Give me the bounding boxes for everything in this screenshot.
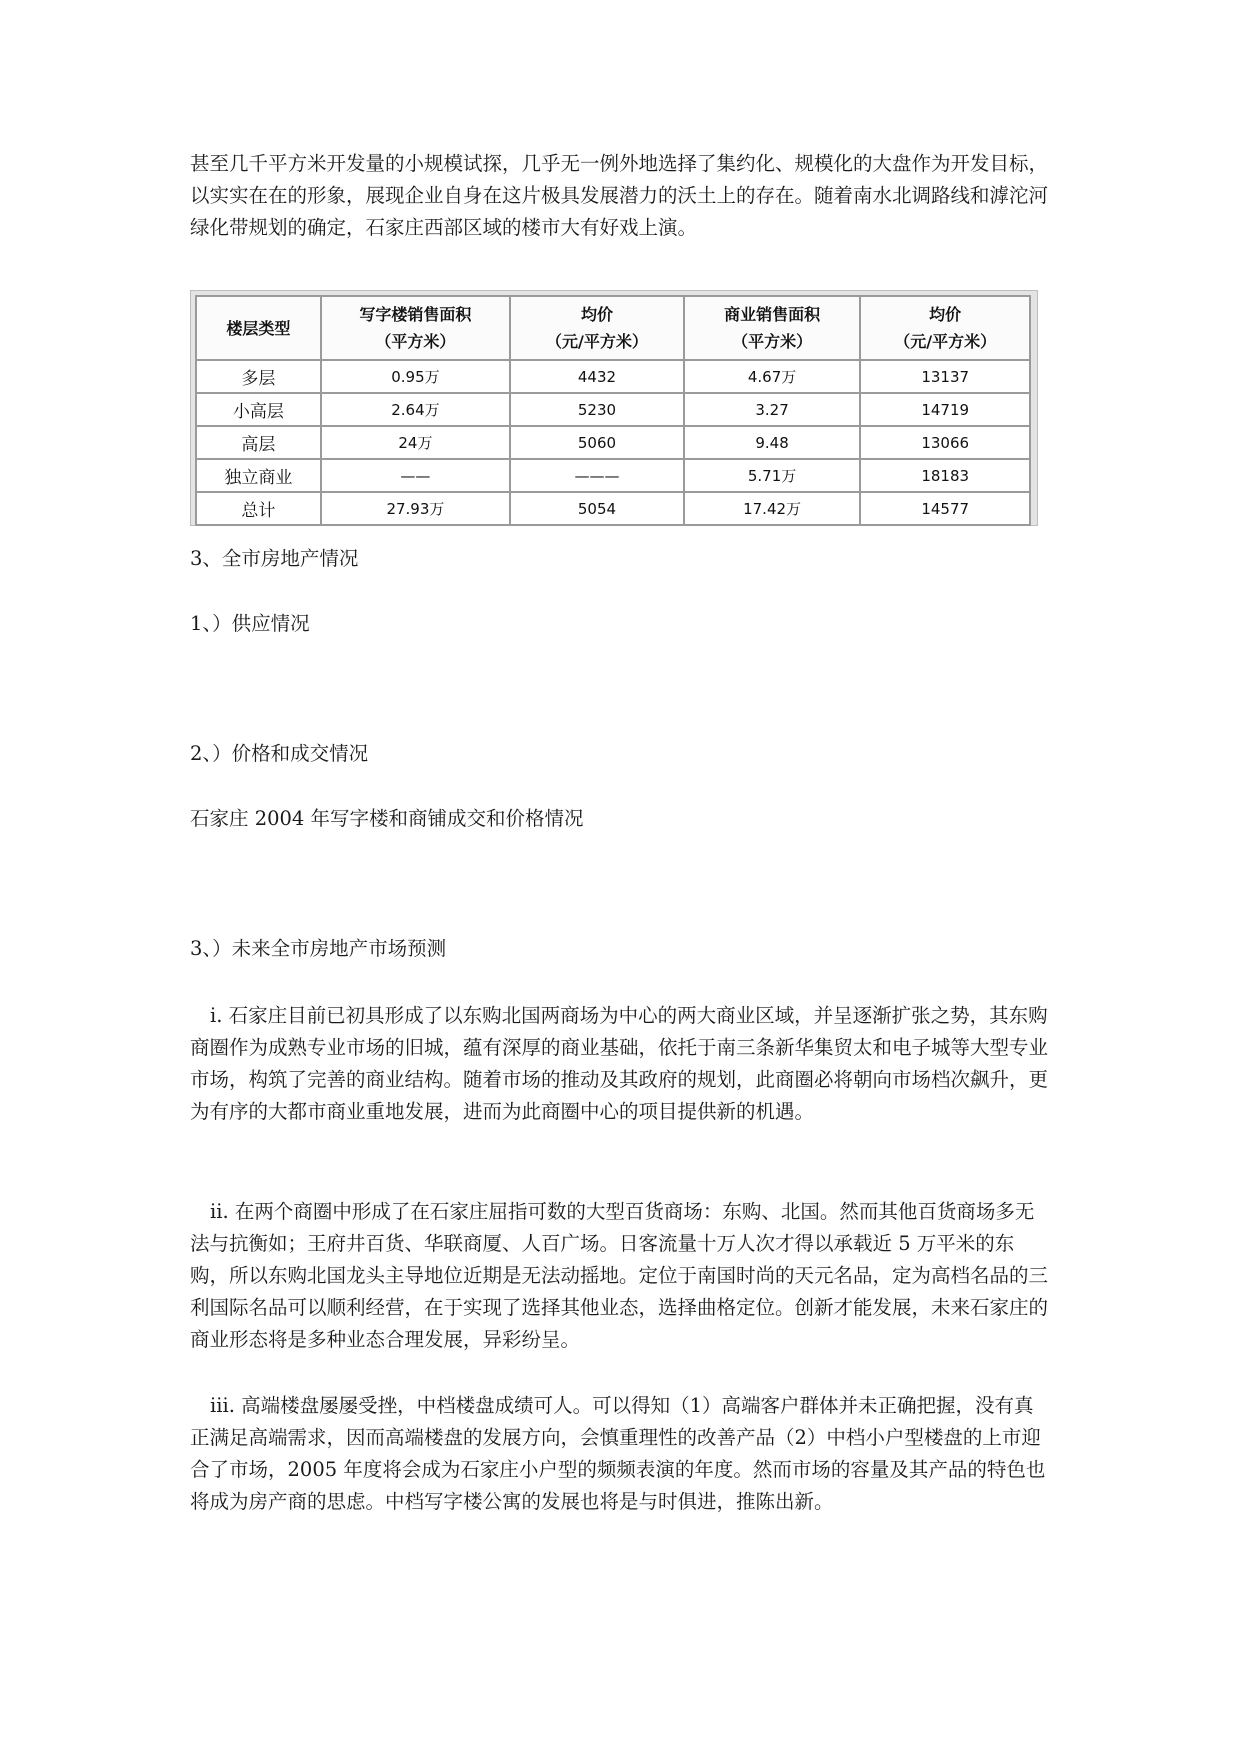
table-cell: 27.93万 xyxy=(321,492,511,525)
header-floor-type: 楼层类型 xyxy=(196,296,321,360)
table-cell: 18183 xyxy=(860,459,1030,492)
table-row xyxy=(196,459,1030,492)
table-cell: —— xyxy=(321,459,511,492)
table-cell: 5054 xyxy=(510,492,684,525)
header-commercial-area: 商业销售面积 （平方米） xyxy=(684,296,861,360)
subheading-forecast: 3、）未来全市房地产市场预测 xyxy=(190,937,447,960)
subheading-supply: 1、）供应情况 xyxy=(190,612,310,635)
caption-2004-transactions: 石家庄 2004 年写字楼和商铺成交和价格情况 xyxy=(190,807,584,830)
table-cell: 2.64万 xyxy=(321,393,511,426)
table-cell: 高层 xyxy=(196,426,321,459)
header-office-area: 写字楼销售面积 （平方米） xyxy=(321,296,511,360)
table-cell: 9.48 xyxy=(684,426,861,459)
table-cell: 4.67万 xyxy=(684,360,861,393)
table-cell: 小高层 xyxy=(196,393,321,426)
table-cell: 5060 xyxy=(510,426,684,459)
table-header-row xyxy=(196,296,1030,360)
intro-paragraph: 甚至几千平方米开发量的小规模试探，几乎无一例外地选择了集约化、规模化的大盘作为开发目标，以实实在在的形象，展现企业自身在这片极具发展潜力的沃土上的存在。随着南水北调路线和滹沱河绿化带规划的确定，石家庄西部区域的楼市大有好戏上演。 xyxy=(190,152,1049,239)
forecast-item-ii: ii. 在两个商圈中形成了在石家庄屈指可数的大型百货商场：东购、北国。然而其他百货商场多无法与抗衡如；王府井百货、华联商厦、人百广场。日客流量十万人次才得以承载近 5 万平米的东购，所以东购北国龙头主导地位近期是无法动摇地。定位于南国时尚的天元名品，定为高档名品的三利国际名品可以顺利经营，在于实现了选择其他业态，选择曲格定位。创新才能发展，未来石家庄的商业形态将是多种业态合理发展，异彩纷呈。 xyxy=(190,1200,1049,1351)
table-row xyxy=(196,393,1030,426)
table-cell: 5230 xyxy=(510,393,684,426)
sales-table xyxy=(195,295,1031,526)
section-heading-market: 3、全市房地产情况 xyxy=(190,547,359,570)
table-cell: 独立商业 xyxy=(196,459,321,492)
table-cell: 5.71万 xyxy=(684,459,861,492)
table-row xyxy=(196,360,1030,393)
table-cell: 13137 xyxy=(860,360,1030,393)
table-cell: 17.42万 xyxy=(684,492,861,525)
forecast-item-iii: iii. 高端楼盘屡屡受挫，中档楼盘成绩可人。可以得知（1）高端客户群体并未正确把握，没有真正满足高端需求，因而高端楼盘的发展方向，会慎重理性的改善产品（2）中档小户型楼盘的上市迎合了市场，2005 年度将会成为石家庄小户型的频频表演的年度。然而市场的容量及其产品的特色也将成为房产商的思虑。中档写字楼公寓的发展也将是与时俱进，推陈出新。 xyxy=(190,1394,1046,1513)
table-row xyxy=(196,426,1030,459)
header-commercial-price: 均价 （元/平方米） xyxy=(860,296,1030,360)
table-row xyxy=(196,492,1030,525)
table-cell: 4432 xyxy=(510,360,684,393)
table-cell: 多层 xyxy=(196,360,321,393)
table-cell: 3.27 xyxy=(684,393,861,426)
table-cell: ——— xyxy=(510,459,684,492)
table-cell: 13066 xyxy=(860,426,1030,459)
table-cell: 24万 xyxy=(321,426,511,459)
table-cell: 总计 xyxy=(196,492,321,525)
subheading-price-transactions: 2、）价格和成交情况 xyxy=(190,742,369,765)
header-office-price: 均价 （元/平方米） xyxy=(510,296,684,360)
table-cell: 0.95万 xyxy=(321,360,511,393)
forecast-item-i: i. 石家庄目前已初具形成了以东购北国两商场为中心的两大商业区域，并呈逐渐扩张之势，其东购商圈作为成熟专业市场的旧城，蕴有深厚的商业基础，依托于南三条新华集贸太和电子城等大型专业市场，构筑了完善的商业结构。随着市场的推动及其政府的规划，此商圈必将朝向市场档次飙升，更为有序的大都市商业重地发展，进而为此商圈中心的项目提供新的机遇。 xyxy=(190,1004,1049,1123)
table-cell: 14719 xyxy=(860,393,1030,426)
table-cell: 14577 xyxy=(860,492,1030,525)
sales-table-frame xyxy=(190,290,1038,526)
